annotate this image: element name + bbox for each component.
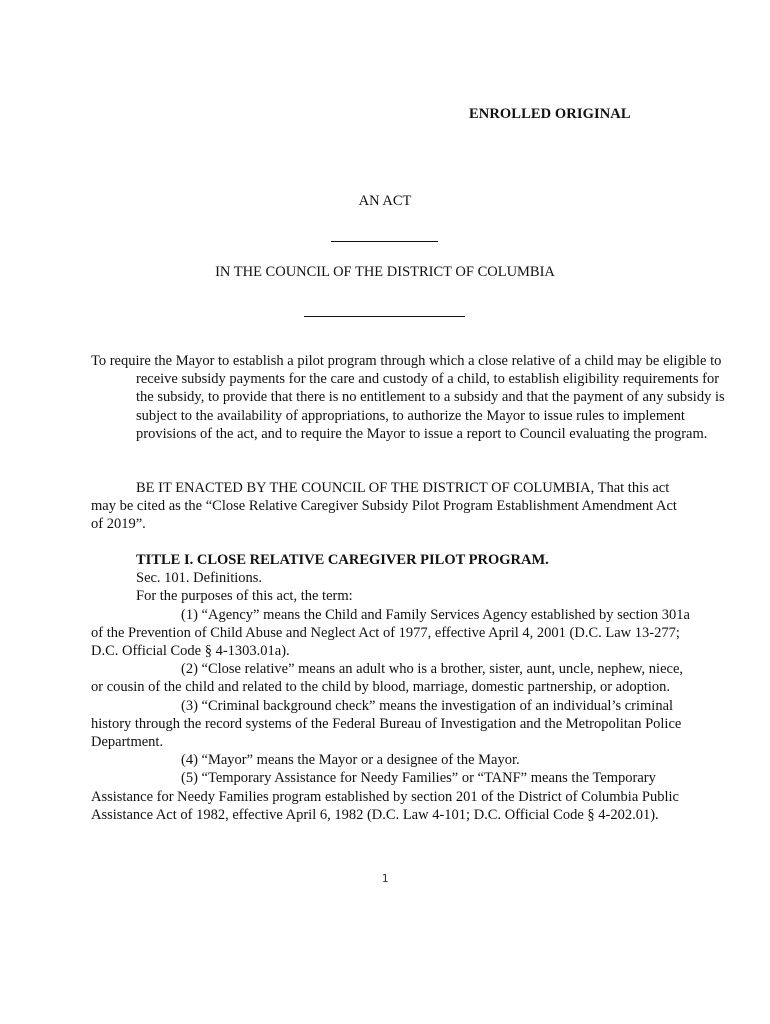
enrolled-original-label: ENROLLED ORIGINAL bbox=[469, 106, 631, 122]
council-heading: IN THE COUNCIL OF THE DISTRICT OF COLUMBIA bbox=[215, 264, 555, 280]
definition-agency: (1) “Agency” means the Child and Family Services Agency established by section 301a of the Prevention of Child Abuse and Neglect Act of 1977, effective April 4, 2001 (D.C. Law 13-277; D.C. Official Code § 4-1303.01a). bbox=[91, 606, 690, 660]
signature-rule-short bbox=[331, 241, 438, 242]
act-title: AN ACT bbox=[358, 193, 412, 209]
enacting-clause: BE IT ENACTED BY THE COUNCIL OF THE DISTRICT OF COLUMBIA, That this act may be cited as the “Close Relative Caregiver Subsidy Pilot Program Establishment Amendment Act of 2019”. bbox=[91, 480, 677, 533]
title-heading: TITLE I. CLOSE RELATIVE CAREGIVER PILOT PROGRAM. bbox=[136, 552, 549, 568]
title-one bbox=[91, 551, 691, 824]
signature-rule-long bbox=[304, 316, 465, 317]
definition-criminal-background-check: (3) “Criminal background check” means the investigation of an individual’s criminal history through the record systems of the Federal Bureau of Investigation and the Metropolitan Police Department. bbox=[91, 697, 682, 751]
page-number: 1 bbox=[381, 872, 389, 885]
definition-close-relative: (2) “Close relative” means an adult who is a brother, sister, aunt, uncle, nephew, niece, or cousin of the child and related to the child by blood, marriage, domestic partnership, or adoption. bbox=[91, 661, 683, 696]
purpose-clause: To require the Mayor to establish a pilot program through which a close relative of a child may be eligible to receive subsidy payments for the care and custody of a child, to establish eligibility requirements for the subsidy, to provide that there is no entitlement to a subsidy and that the payment of any subsidy is subject to the availability of appropriations, to authorize the Mayor to issue rules to implement provisions of the act, and to require the Mayor to issue a report to Council evaluating the program. bbox=[91, 353, 725, 442]
section-heading: Sec. 101. Definitions. bbox=[136, 570, 263, 587]
definitions-intro: For the purposes of this act, the term: bbox=[136, 588, 353, 605]
definition-mayor: (4) “Mayor” means the Mayor or a designee of the Mayor. bbox=[181, 752, 520, 769]
definition-tanf: (5) “Temporary Assistance for Needy Families” or “TANF” means the Temporary Assistance for Needy Families program established by section 201 of the District of Columbia Public Assistance Act of 1982, effective April 6, 1982 (D.C. Law 4-101; D.C. Official Code § 4-202.01). bbox=[91, 770, 679, 823]
